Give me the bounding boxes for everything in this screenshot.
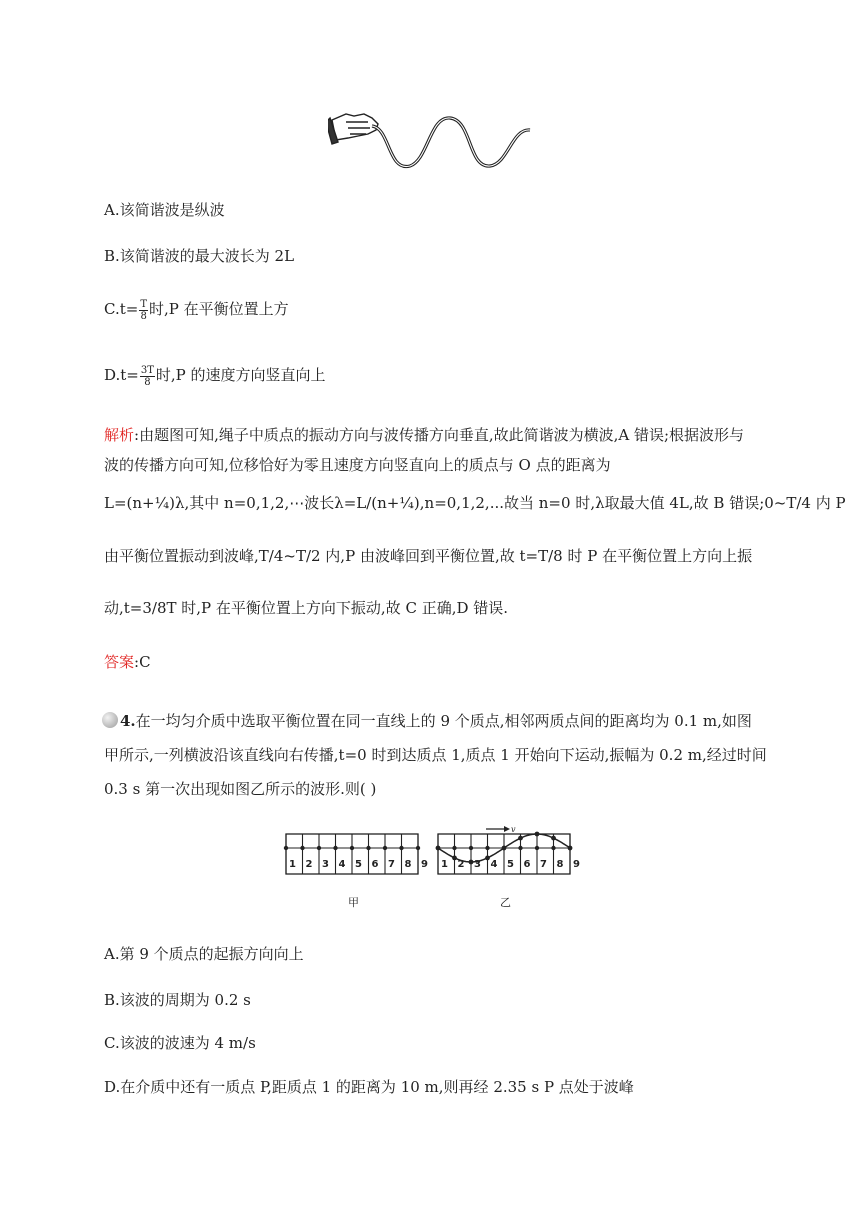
fraction-den: 8 (140, 310, 147, 322)
q4-stem-line1 (102, 710, 752, 732)
fraction-num: T (140, 298, 147, 310)
fig-a-label: 8 (404, 859, 412, 870)
fig-b-wave-point (502, 846, 507, 851)
q4-stem-text: 在一均匀介质中选取平衡位置在同一直线上的 9 个质点,相邻两质点间的距离均为 0.1 m,如图 (135, 712, 752, 730)
fig-a-label: 4 (338, 859, 346, 870)
fig-b-wave-point (518, 836, 523, 841)
question-bullet-icon (102, 712, 118, 728)
fig-b-label: 1 (441, 859, 448, 870)
fig-b-particle (551, 846, 555, 850)
fig-b-wave-point (469, 860, 474, 865)
fraction (140, 365, 155, 388)
arrow-head-icon (504, 826, 510, 832)
q3-option-b[interactable]: B.该简谐波的最大波长为 2L (104, 247, 295, 265)
hand-icon (328, 114, 378, 144)
fig-b-label: 2 (457, 859, 465, 870)
fig-b-particle (535, 846, 539, 850)
fig-a-label: 1 (289, 859, 296, 870)
q3-analysis-line1 (104, 424, 744, 446)
fig-a-label: 3 (322, 859, 329, 870)
fig-b-caption: 乙 (500, 896, 511, 909)
answer-value: :C (134, 653, 151, 671)
fig-a-label: 7 (388, 859, 395, 870)
fraction (139, 299, 148, 322)
q3-option-d[interactable] (104, 364, 326, 388)
fig-a-particle (383, 846, 387, 850)
q4-option-a[interactable]: A.第 9 个质点的起振方向向上 (104, 945, 304, 963)
q3-option-d-pre: D.t= (104, 366, 139, 384)
fig-b-wave-point (485, 855, 490, 860)
fig-a-particle (284, 846, 288, 850)
analysis-text: :由题图可知,绳子中质点的振动方向与波传播方向垂直,故此简谐波为横波,A 错误;根据波形与 (134, 426, 745, 444)
analysis-label: 解析 (104, 426, 135, 444)
q3-analysis-line5: 动,t=3/8T 时,P 在平衡位置上方向下振动,故 C 正确,D 错误. (104, 599, 509, 617)
particle-figure (278, 826, 590, 912)
q4-option-b[interactable]: B.该波的周期为 0.2 s (104, 991, 251, 1009)
fig-b-wave-point (551, 836, 556, 841)
fig-b-particle (469, 846, 473, 850)
fig-a-label: 9 (421, 859, 428, 870)
q3-option-c[interactable] (104, 298, 289, 322)
fraction-den: 8 (144, 376, 151, 388)
fig-a-caption: 甲 (348, 896, 359, 909)
rope-wave-figure (328, 108, 534, 174)
fig-b-label: 8 (556, 859, 564, 870)
fig-a-label: 5 (355, 859, 362, 870)
q3-option-c-pre: C.t= (104, 300, 139, 318)
fig-a-particle (350, 846, 354, 850)
q3-analysis-line3: L=(n+¼)λ,其中 n=0,1,2,⋯波长λ=L/(n+¼),n=0,1,2,...故当 n=0 时,λ取最大值 4L,故 B 错误;0~T/4 内 P (104, 494, 846, 512)
q3-answer (104, 651, 151, 673)
fig-a-particle (333, 846, 337, 850)
fraction-num: 3T (140, 364, 154, 376)
q4-option-d[interactable]: D.在介质中还有一质点 P,距质点 1 的距离为 10 m,则再经 2.35 s P 点处于波峰 (104, 1078, 634, 1096)
q4-option-c[interactable]: C.该波的波速为 4 m/s (104, 1034, 256, 1052)
fig-b-label: 3 (474, 859, 481, 870)
fig-a-particle (317, 846, 321, 850)
fig-b-label: 9 (573, 859, 580, 870)
q4-stem-line3: 0.3 s 第一次出现如图乙所示的波形.则( ) (104, 780, 377, 798)
rope-wave (372, 118, 530, 167)
fig-b-label: 7 (540, 859, 547, 870)
q3-option-a[interactable]: A.该简谐波是纵波 (104, 201, 225, 219)
fig-a-particle (366, 846, 370, 850)
q3-option-c-post: 时,P 在平衡位置上方 (148, 300, 289, 318)
fig-b-particle (452, 846, 456, 850)
fig-a-label: 2 (305, 859, 313, 870)
fig-a-label: 6 (371, 859, 379, 870)
fig-b-label: 5 (507, 859, 514, 870)
answer-label: 答案 (104, 653, 135, 671)
fig-a-particle (416, 846, 420, 850)
fig-a-particle (399, 846, 403, 850)
q3-option-d-post: 时,P 的速度方向竖直向上 (155, 366, 326, 384)
fig-b-particle (518, 846, 522, 850)
q4-number: 4. (120, 712, 136, 730)
fig-b-wave-point (535, 832, 540, 837)
fig-b-wave-point (568, 846, 573, 851)
fig-a-particle (300, 846, 304, 850)
fig-b-label: 6 (523, 859, 531, 870)
velocity-label: v (511, 826, 516, 834)
fig-b-wave-point (452, 855, 457, 860)
q3-analysis-line2: 波的传播方向可知,位移恰好为零且速度方向竖直向上的质点与 O 点的距离为 (104, 456, 611, 474)
q3-analysis-line4: 由平衡位置振动到波峰,T/4~T/2 内,P 由波峰回到平衡位置,故 t=T/8 时 P 在平衡位置上方向上振 (104, 547, 753, 565)
fig-b-wave-point (436, 846, 441, 851)
fig-b-label: 4 (490, 859, 498, 870)
q4-stem-line2: 甲所示,一列横波沿该直线向右传播,t=0 时到达质点 1,质点 1 开始向下运动,振幅为 0.2 m,经过时间 (104, 746, 767, 764)
fig-b-particle (485, 846, 489, 850)
